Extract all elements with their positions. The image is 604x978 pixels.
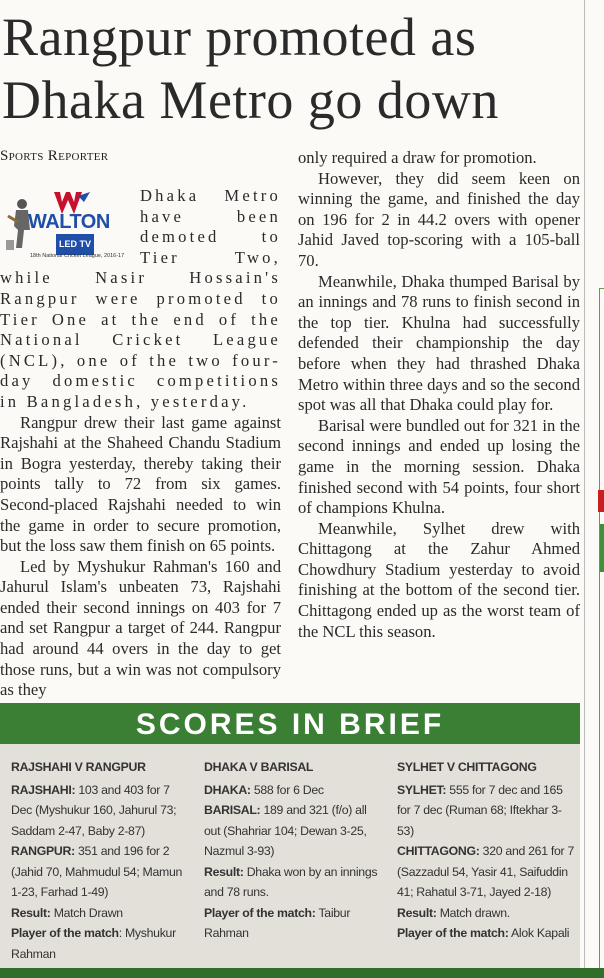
headline: Rangpur promoted as Dhaka Metro go down <box>2 7 499 130</box>
article-column-2 <box>298 148 580 642</box>
byline: Sports Reporter <box>0 148 109 164</box>
adjacent-red-mark <box>598 490 604 512</box>
adjacent-box-edge <box>599 288 604 970</box>
match-sylhet-v-chittagong <box>397 757 577 944</box>
article-paragraph: However, they did seem keen on winning the game, and finished the day on 196 for 2 in 44.2 overs with opener Jahid Javed top-scoring with a 105-ball 70. <box>298 168 580 270</box>
team1-score: SYLHET: 555 for 7 dec and 165 for 7 dec (Ruman 68; Iftekhar 3-53) <box>397 782 563 838</box>
adjacent-green-mark <box>600 524 604 572</box>
article-column-1 <box>0 186 281 701</box>
team2-score: RANGPUR: 351 and 196 for 2 (Jahid 70, Mahmudul 54; Mamun 1-23, Farhad 1-49) <box>11 844 183 899</box>
team2-score: BARISAL: 189 and 321 (f/o) all out (Shahriar 104; Dewan 3-25, Nazmul 3-93) <box>204 803 367 858</box>
match-title: DHAKA V BARISAL <box>204 760 314 774</box>
match-title: RAJSHAHI V RANGPUR <box>11 760 146 774</box>
player-of-match: Player of the match: Taibur Rahman <box>204 905 351 940</box>
bottom-rule <box>0 968 604 978</box>
article-paragraph: Barisal were bundled out for 321 in the second innings and ended up losing the game in the morning session. Dhaka finished second with 54 points, four short of champions Khulna. <box>298 415 580 518</box>
scores-in-brief-box <box>0 703 580 968</box>
article-paragraph: Rangpur drew their last game against Rajshahi at the Shaheed Chandu Stadium in Bogra yesterday, thereby taking their points tally to 72 from six games. Second-placed Rajshahi needed to win the game in order to secure promotion, but the loss saw them finish on 65 points. <box>0 412 281 556</box>
team1-score: RAJSHAHI: 103 and 403 for 7 Dec (Myshukur 160, Jahurul 73; Saddam 2-47, Baby 2-87) <box>11 782 177 838</box>
match-rajshahi-v-rangpur <box>11 757 191 964</box>
player-of-match: Player of the match: Myshukur Rahman <box>11 926 176 961</box>
match-title: SYLHET V CHITTAGONG <box>397 760 537 774</box>
ledtv-badge: LED TV <box>56 234 94 255</box>
scores-title: SCORES IN BRIEF <box>0 703 580 744</box>
match-result: Result: Match drawn. <box>397 905 510 920</box>
article-paragraph: Dhaka Metro have been demoted to Tier Two, while Nasir Hossain's Rangpur were promoted to Tier One at the end of the National Cricket League (NCL), one of the two four-day domestic competitions in Bangladesh, yesterday. <box>0 186 281 411</box>
player-of-match: Player of the match: Alok Kapali <box>397 926 570 940</box>
match-result: Result: Dhaka won by an innings and 78 runs. <box>204 864 378 899</box>
team2-score: CHITTAGONG: 320 and 261 for 7 (Sazzadul 54, Yasir 41, Saifuddin 41; Rahatul 3-71, Jayed 2-18) <box>397 844 574 899</box>
team1-score: DHAKA: 588 for 6 Dec <box>204 782 324 797</box>
match-result: Result: Match Drawn <box>11 905 123 920</box>
logo-tagline: 18th National Cricket League, 2016-17 <box>30 253 125 259</box>
article-paragraph: Meanwhile, Dhaka thumped Barisal by an innings and 78 runs to finish second in the top tier. Khulna had successfully defended their championship the day before when they had thrashed Dhaka Metro within three days and so the second spot was all that Dhaka could play for. <box>298 271 580 415</box>
walton-brand-text: WALTON <box>28 211 110 233</box>
match-dhaka-v-barisal <box>204 757 384 944</box>
walton-sponsor-logo <box>0 186 132 258</box>
article-paragraph: Led by Myshukur Rahman's 160 and Jahurul Islam's unbeaten 73, Rajshahi ended their second innings on 403 for 7 and set Rangpur a target of 244. Rangpur had around 44 overs in the day to get those runs, but a win was not compulsory as they <box>0 556 281 700</box>
article-paragraph: Meanwhile, Sylhet drew with Chittagong at the Zahur Ahmed Chowdhury Stadium yesterday to avoid finishing at the bottom of the second tier. Chittagong ended up as the worst team of the NCL this season. <box>298 518 580 641</box>
article-paragraph: only required a draw for promotion. <box>298 148 537 167</box>
